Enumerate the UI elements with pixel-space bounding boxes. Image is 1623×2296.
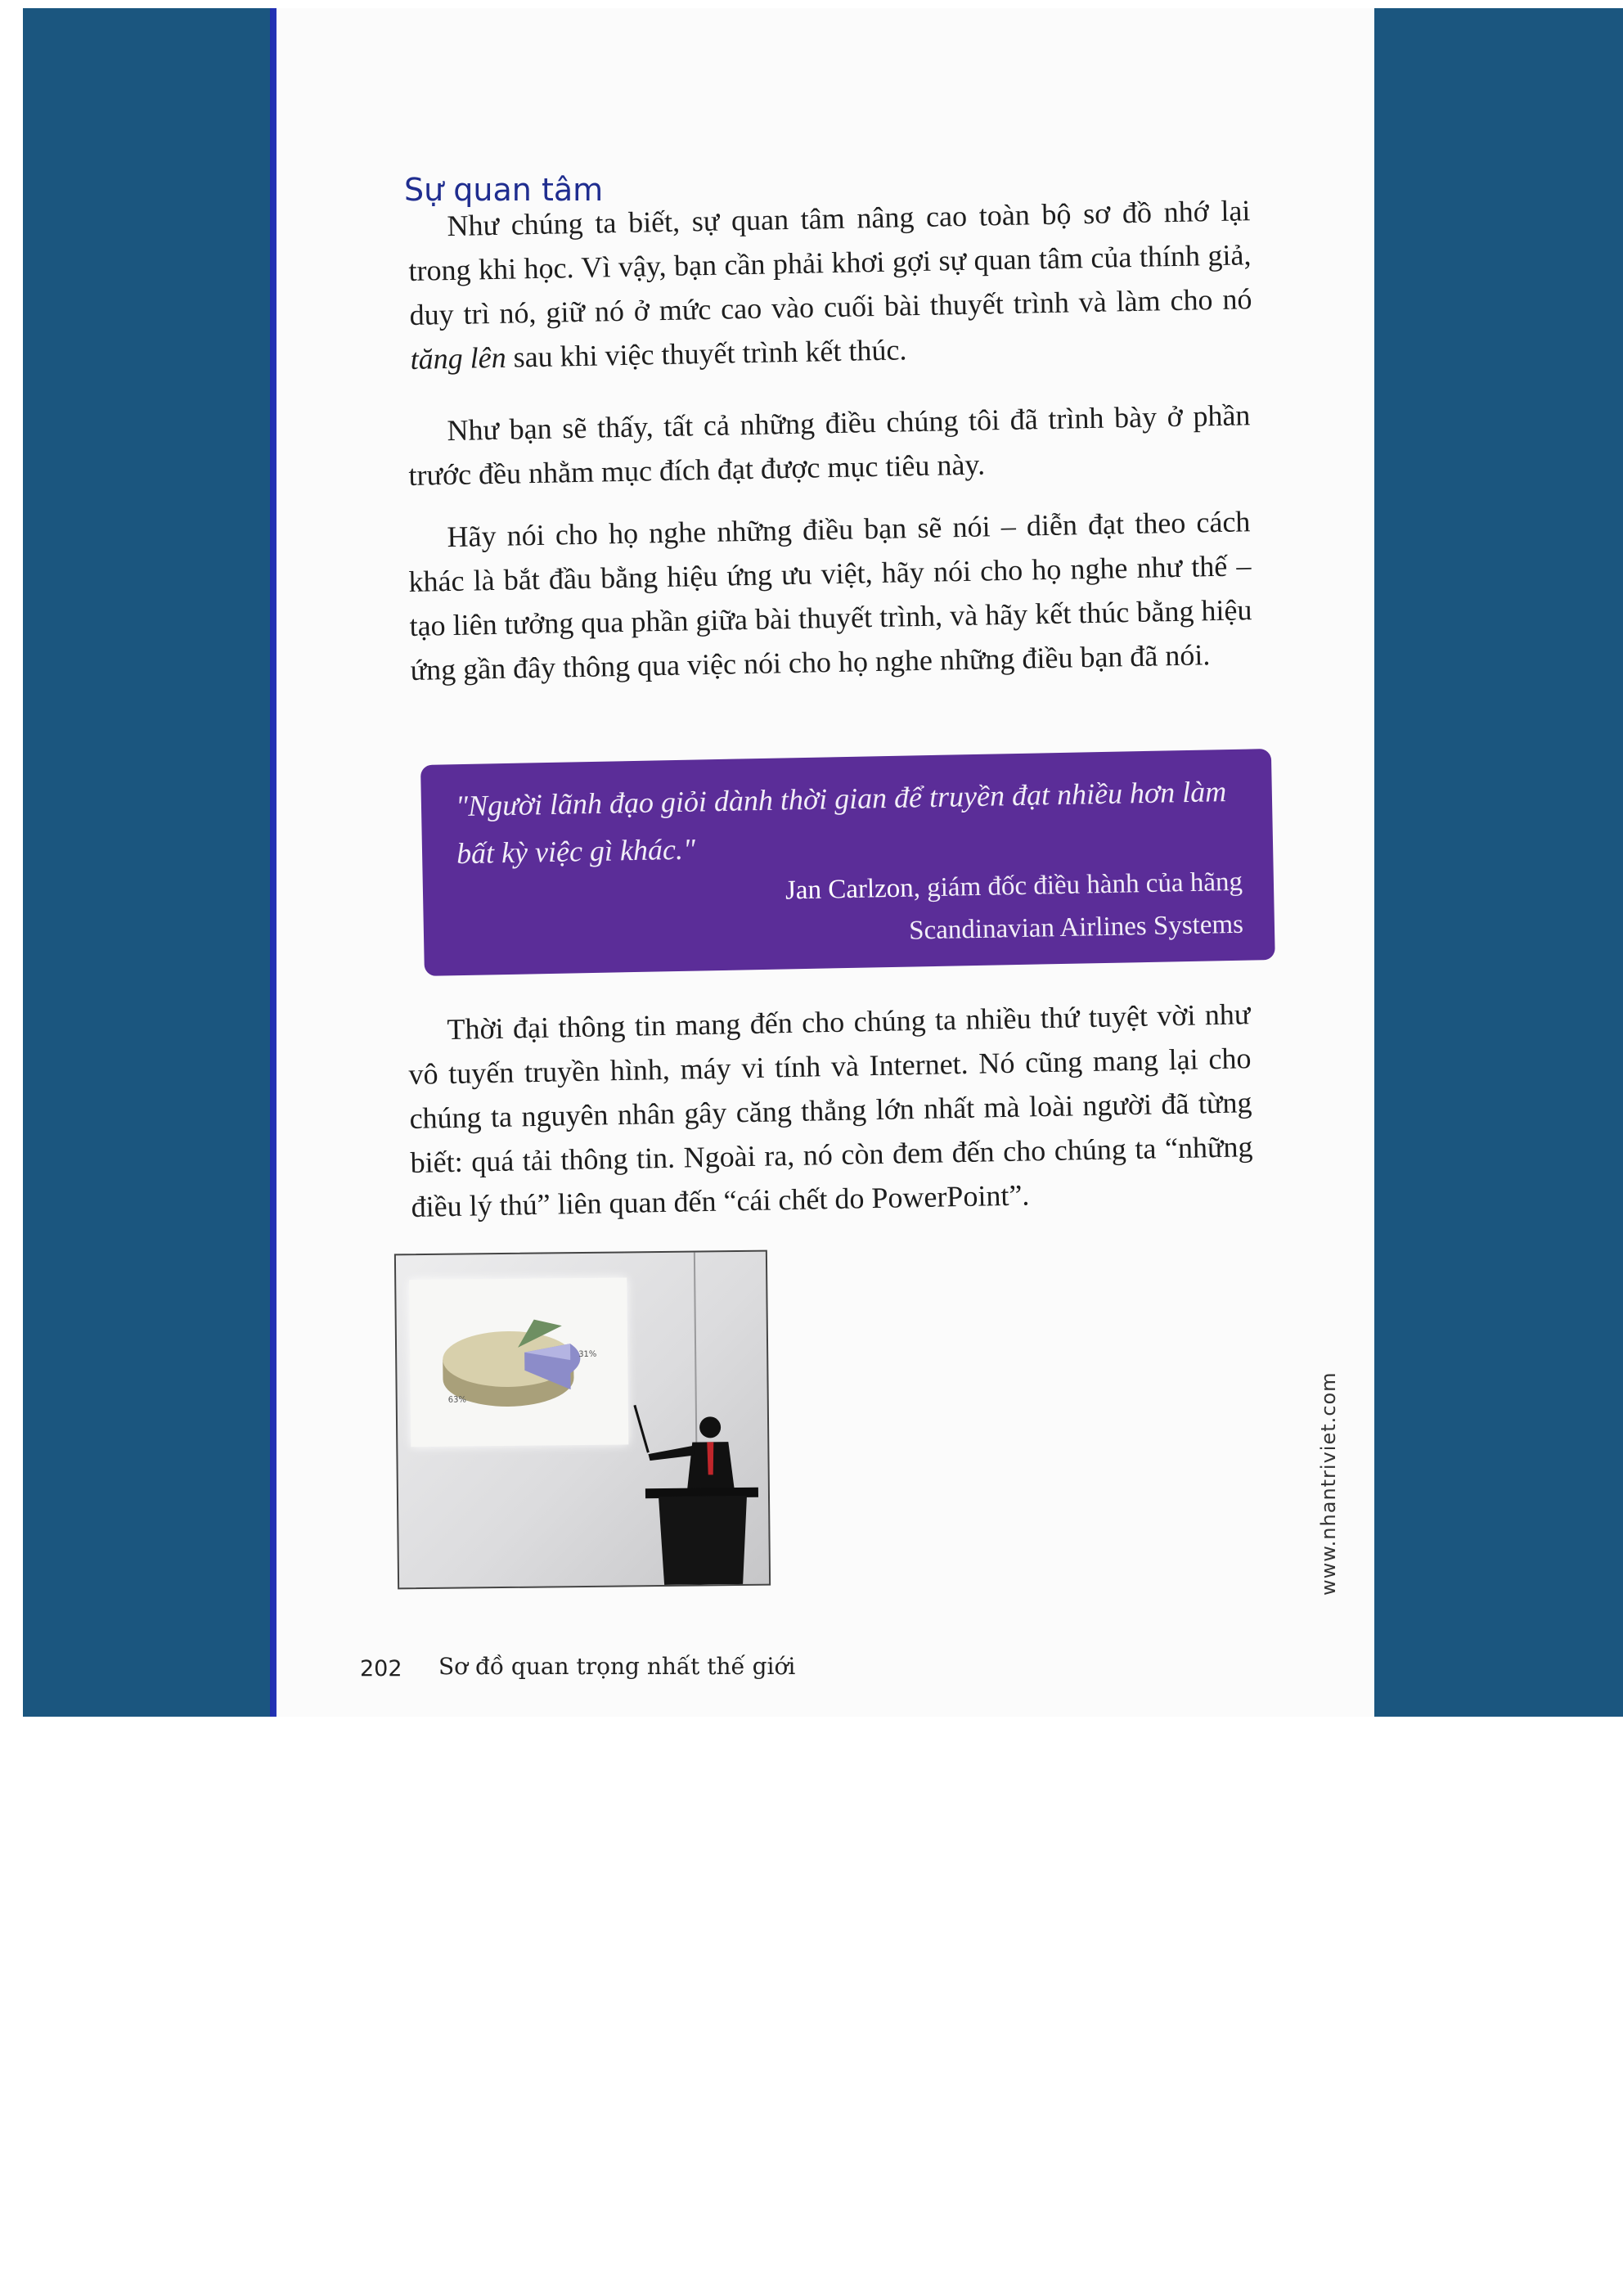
publisher-url: www.nhantriviet.com	[1317, 1371, 1340, 1596]
quote-attribution	[785, 861, 1244, 955]
presentation-illustration	[394, 1250, 771, 1590]
paragraph-2: Như bạn sẽ thấy, tất cả những điều chúng tôi đã trình bày ở phần trước đều nhằm mục đích đạt được mục tiêu này.	[408, 398, 1251, 492]
pie-label-left: 63%	[447, 1395, 467, 1405]
quote-box	[420, 749, 1275, 976]
running-footer-title: Sơ đồ quan trọng nhất thế giới	[438, 1653, 796, 1680]
emphasis-text: tăng lên	[410, 340, 506, 376]
quote-text: "Người lãnh đạo giỏi dành thời gian để truyền đạt nhiều hơn làm bất kỳ việc gì khác."	[455, 775, 1227, 871]
paragraph-3: Hãy nói cho họ nghe những điều bạn sẽ nói – diễn đạt theo cách khác là bắt đầu bằng hiệu ứng ưu việt, hãy nói cho họ nghe như thế – tạo liên tưởng qua phần giữa bài thuyết trình, và hãy kết thúc bằng hiệu ứng gần đây thông qua việc nói cho họ nghe những điều bạn đã nói.	[408, 505, 1252, 687]
quote-author-role: , giám đốc điều hành của hãng	[913, 867, 1243, 903]
presenter-silhouette-icon	[396, 1252, 769, 1588]
quote-author-name: Jan Carlzon	[785, 873, 915, 906]
page-number: 202	[360, 1656, 402, 1681]
book-cover-edge	[1374, 8, 1623, 1717]
section-heading: Sự quan tâm	[404, 171, 604, 208]
paragraph-1: Như chúng ta biết, sự quan tâm nâng cao toàn bộ sơ đồ nhớ lại trong khi học. Vì vậy, bạn cần phải khơi gợi sự quan tâm của thính giả, duy trì nó, giữ nó ở mức cao vào cuối bài thuyết trình và làm cho nó tăng lên sau khi việc thuyết trình kết thúc.	[408, 194, 1252, 376]
quote-author-company: Scandinavian Airlines Systems	[908, 909, 1244, 946]
pie-label-right: 31%	[578, 1349, 597, 1360]
paragraph-4: Thời đại thông tin mang đến cho chúng ta nhiều thứ tuyệt vời như vô tuyến truyền hình, máy vi tính và Internet. Nó cũng mang lại cho chúng ta nguyên nhân gây căng thẳng lớn nhất mà loài người đã từng biết: quá tải thông tin. Ngoài ra, nó còn đem đến cho chúng ta “những điều lý thú” liên quan đến “cái chết do PowerPoint”.	[408, 997, 1253, 1223]
